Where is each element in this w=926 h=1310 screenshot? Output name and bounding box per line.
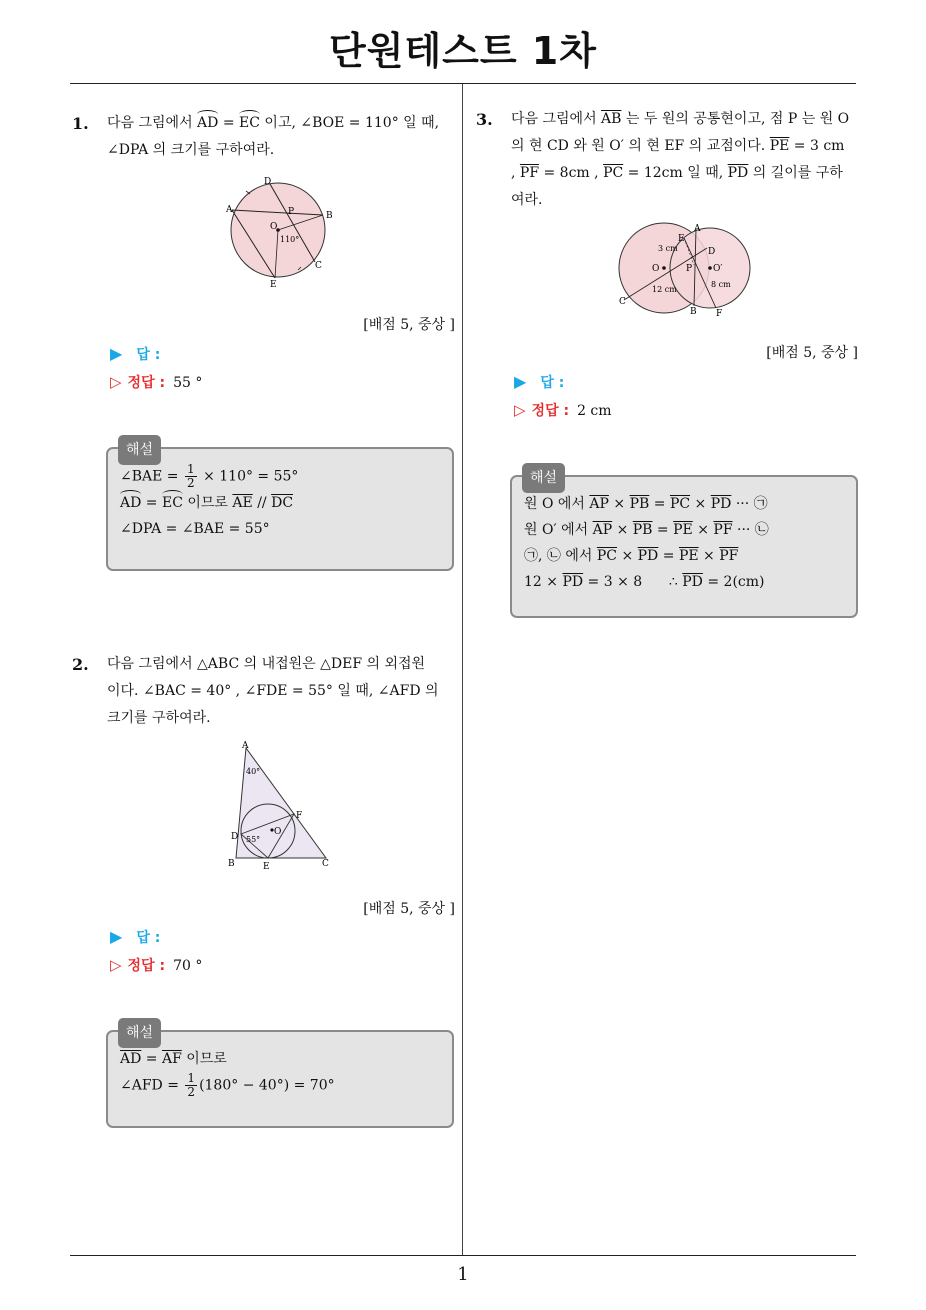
problem-number: 1. bbox=[72, 114, 89, 133]
label-o: O bbox=[270, 222, 278, 232]
correct-arrow-icon: ▷ bbox=[110, 956, 122, 974]
problem-3-solution: 해설 원 O 에서 $\overline{AP} \times \overline{PB} = \overline{PC} \times \overline{PD}$ ··· ㉠ 원 O′ 에서 $\overline{AP} \times \overline{PB} = \overline{PE} \times \overline{PF}$ ··· ㉡ ㉠, ㉡ 에서 $\overline{PC} \times \overline{PD} = \overline{PE} \times \overline{PF}$ $12 \times \overline{PD} = 3 \times 8$ ∴ $\overline{PD} = 2(cm)$ bbox=[510, 475, 858, 618]
question-text: 다음 그림에서 AD = EC 이고, ∠BOE = 110° 일 때, ∠DPA 의 크기를 구하여라. bbox=[107, 110, 456, 164]
label-c: C bbox=[619, 297, 626, 307]
answer-arrow-icon: ▶ bbox=[514, 372, 527, 391]
label-angle: 110° bbox=[280, 235, 300, 244]
label-pc-length: 12 cm bbox=[652, 285, 677, 294]
label-d: D bbox=[264, 177, 272, 187]
label-b: B bbox=[690, 307, 697, 317]
problem-number: 3. bbox=[476, 110, 493, 129]
solution-tag: 해설 bbox=[118, 435, 161, 465]
correct-arrow-icon: ▷ bbox=[110, 373, 122, 391]
label-e: E bbox=[270, 280, 277, 290]
figure-3-two-circles bbox=[612, 220, 760, 320]
figure-2-triangle bbox=[222, 738, 342, 873]
answer-arrow-icon: ▶ bbox=[110, 344, 123, 363]
problem-2-meta: [배점 5, 중상 ] bbox=[363, 901, 455, 917]
arc-ad: AD bbox=[197, 110, 218, 137]
problem-2-answer: ▶ 답 : bbox=[110, 927, 161, 946]
problem-3-meta: [배점 5, 중상 ] bbox=[766, 345, 858, 361]
label-angle-d: 55° bbox=[246, 835, 261, 844]
problem-2-correct: ▷ 정답 : 70 ° bbox=[110, 956, 203, 974]
label-pf-length: 8 cm bbox=[711, 280, 731, 289]
problem-3-answer: ▶ 답 : bbox=[514, 372, 565, 391]
problem-1-answer: ▶ 답 : bbox=[110, 344, 161, 363]
page-number: 1 bbox=[457, 1264, 469, 1285]
correct-arrow-icon: ▷ bbox=[514, 401, 526, 419]
label-a: A bbox=[226, 205, 233, 215]
header-rule bbox=[70, 83, 856, 84]
figure-1-circle bbox=[220, 170, 340, 290]
label-p: P bbox=[288, 207, 295, 217]
solution-tag: 해설 bbox=[118, 1018, 161, 1048]
solution-tag: 해설 bbox=[522, 463, 565, 493]
label-o: O bbox=[652, 264, 660, 274]
label-c: C bbox=[322, 859, 329, 869]
problem-3-correct: ▷ 정답 : 2 cm bbox=[514, 401, 612, 419]
label-o-prime: O′ bbox=[713, 264, 723, 274]
label-e: E bbox=[263, 862, 270, 872]
problem-number: 2. bbox=[72, 655, 89, 674]
problem-1-solution: 해설 ∠BAE = $\frac{1}{2}$ × 110° = 55° AD = EC 이므로 $\overline{AE} // \overline{DC}$ ∠DPA = ∠BAE = 55° bbox=[106, 447, 454, 571]
question-text: 다음 그림에서 △ABC 의 내접원은 △DEF 의 외접원 이다. ∠BAC = 40° , ∠FDE = 55° 일 때, ∠AFD 의 크기를 구하여라. bbox=[107, 656, 439, 726]
label-a: A bbox=[694, 224, 701, 234]
column-divider bbox=[462, 84, 463, 1256]
label-pe-length: 3 cm bbox=[658, 244, 678, 253]
label-c: C bbox=[315, 261, 322, 271]
label-b: B bbox=[228, 859, 235, 869]
page-title: 단원테스트 1차 bbox=[329, 29, 597, 73]
label-f: F bbox=[716, 309, 723, 319]
label-d: D bbox=[231, 832, 239, 842]
label-e: E bbox=[678, 234, 685, 244]
footer-rule bbox=[70, 1255, 856, 1256]
problem-2-solution: 해설 $\overline{AD} = \overline{AF}$ 이므로 ∠AFD = $\frac{1}{2}$ (180° − 40°) = 70° bbox=[106, 1030, 454, 1128]
label-d: D bbox=[708, 247, 716, 257]
label-p: P bbox=[686, 264, 693, 274]
arc-ec: EC bbox=[239, 110, 260, 137]
label-f: F bbox=[296, 811, 303, 821]
problem-1-meta: [배점 5, 중상 ] bbox=[363, 317, 455, 333]
problem-1-correct: ▷ 정답 : 55 ° bbox=[110, 373, 203, 391]
question-text: 다음 그림에서 $\overline{AB}$ 는 두 원의 공통현이고, 점 P 는 원 O 의 현 CD 와 원 O′ 의 현 EF 의 교점이다. $\overline{PE} = 3$ cm , $\overline{PF} = 8cm$ , $\overline{PC} = 12cm$ 일 때, $\overline{PD}$ 의 길이를 구하 여라. bbox=[511, 111, 850, 208]
label-b: B bbox=[326, 211, 333, 221]
label-a: A bbox=[242, 741, 249, 751]
answer-arrow-icon: ▶ bbox=[110, 927, 123, 946]
label-o: O bbox=[274, 827, 282, 837]
label-angle-a: 40° bbox=[246, 767, 261, 776]
